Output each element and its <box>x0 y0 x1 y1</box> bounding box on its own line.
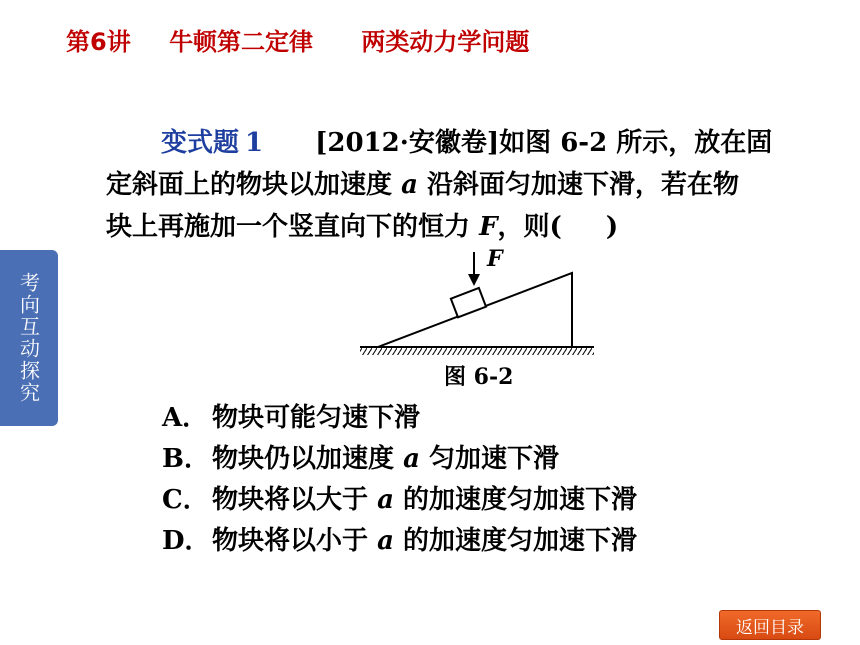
option-a[interactable] <box>162 398 637 439</box>
option-text-tail: 匀加速下滑 <box>419 444 559 474</box>
option-key: D． <box>162 526 211 556</box>
problem-tag-number: 1 <box>245 128 264 158</box>
slide-header <box>66 22 529 57</box>
variable-a: a <box>403 444 420 474</box>
option-text-tail: 的加速度匀加速下滑 <box>393 485 637 515</box>
problem-line-2 <box>106 164 806 206</box>
problem-text-2a: 定斜面上的物块以加速度 <box>106 170 402 200</box>
option-key: C． <box>162 485 209 515</box>
sidebar-tab-section[interactable] <box>0 250 58 426</box>
problem-text-1: 如图 6-2 所示，放在固 <box>499 128 773 158</box>
variable-a: a <box>377 485 394 515</box>
problem-statement <box>106 122 806 248</box>
option-key: A． <box>162 403 209 433</box>
option-c[interactable] <box>162 480 637 521</box>
topic-newton-second-law: 牛顿第二定律 <box>169 28 314 56</box>
topic-dynamics-problems: 两类动力学问题 <box>361 28 530 56</box>
option-key: B． <box>162 444 210 474</box>
problem-tag-label: 变式题 <box>161 128 240 158</box>
problem-text-3b: ，则( <box>497 212 562 242</box>
sidebar-label: 考向互动探究 <box>16 272 41 404</box>
option-text: 物块将以大于 <box>212 485 378 515</box>
problem-line-1 <box>106 122 806 164</box>
ground-hatching <box>360 347 594 355</box>
variable-a: a <box>401 170 418 200</box>
variable-F: F <box>479 212 498 242</box>
lecture-number: 第6讲 <box>66 28 131 56</box>
problem-source: [2012·安徽卷] <box>315 128 500 158</box>
incline-diagram <box>352 244 602 394</box>
variable-a: a <box>377 526 394 556</box>
option-text: 物块将以小于 <box>212 526 378 556</box>
force-label: F <box>487 246 503 272</box>
problem-tag <box>161 128 263 158</box>
problem-text-3c: ) <box>605 212 619 242</box>
figure-caption: 图 6-2 <box>444 364 514 390</box>
option-text-tail: 的加速度匀加速下滑 <box>393 526 637 556</box>
answer-options <box>162 398 637 562</box>
option-b[interactable] <box>162 439 637 480</box>
block <box>451 288 486 317</box>
option-text: 物块仍以加速度 <box>212 444 404 474</box>
problem-text-2b: 沿斜面匀加速下滑，若在物 <box>417 170 739 200</box>
problem-text-3a: 块上再施加一个竖直向下的恒力 <box>106 212 480 242</box>
option-text: 物块可能匀速下滑 <box>212 403 421 433</box>
option-d[interactable] <box>162 521 637 562</box>
problem-line-3 <box>106 206 806 248</box>
incline-figure <box>352 244 602 394</box>
back-to-contents-button[interactable]: 返回目录 <box>719 610 821 640</box>
force-arrow-head <box>468 274 480 286</box>
